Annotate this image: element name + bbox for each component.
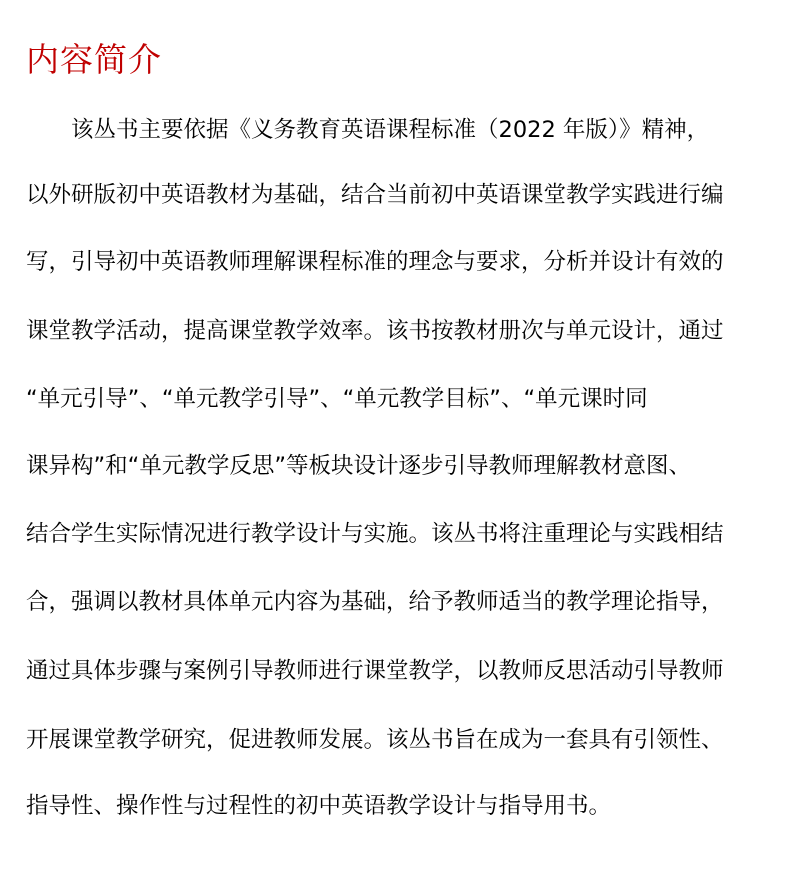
paragraph-line: 课异构”和“单元教学反思”等板块设计逐步引导教师理解教材意图、 xyxy=(26,453,691,479)
paragraph-line: 课堂教学活动，提高课堂教学效率。该书按教材册次与单元设计，通过 xyxy=(26,318,724,344)
paragraph-line: 开展课堂教学研究，促进教师发展。该丛书旨在成为一套具有引领性、 xyxy=(26,727,724,753)
paragraph-line: 写，引导初中英语教师理解课程标准的理念与要求，分析并设计有效的 xyxy=(26,249,724,275)
paragraph-line: 指导性、操作性与过程性的初中英语教学设计与指导用书。 xyxy=(26,793,612,819)
paragraph-line: 以外研版初中英语教材为基础，结合当前初中英语课堂教学实践进行编 xyxy=(26,182,724,208)
page-title: 内容简介 xyxy=(26,40,162,79)
paragraph-line: 结合学生实际情况进行教学设计与实施。该丛书将注重理论与实践相结 xyxy=(26,521,724,547)
paragraph-line: “单元引导”、“单元教学引导”、“单元教学目标”、“单元课时同 xyxy=(26,386,648,412)
paragraph-line: 合，强调以教材具体单元内容为基础，给予教师适当的教学理论指导， xyxy=(26,589,724,615)
paragraph-line: 该丛书主要依据《义务教育英语课程标准（2022 年版）》精神， xyxy=(71,117,710,143)
paragraph-line: 通过具体步骤与案例引导教师进行课堂教学，以教师反思活动引导教师 xyxy=(26,658,724,684)
